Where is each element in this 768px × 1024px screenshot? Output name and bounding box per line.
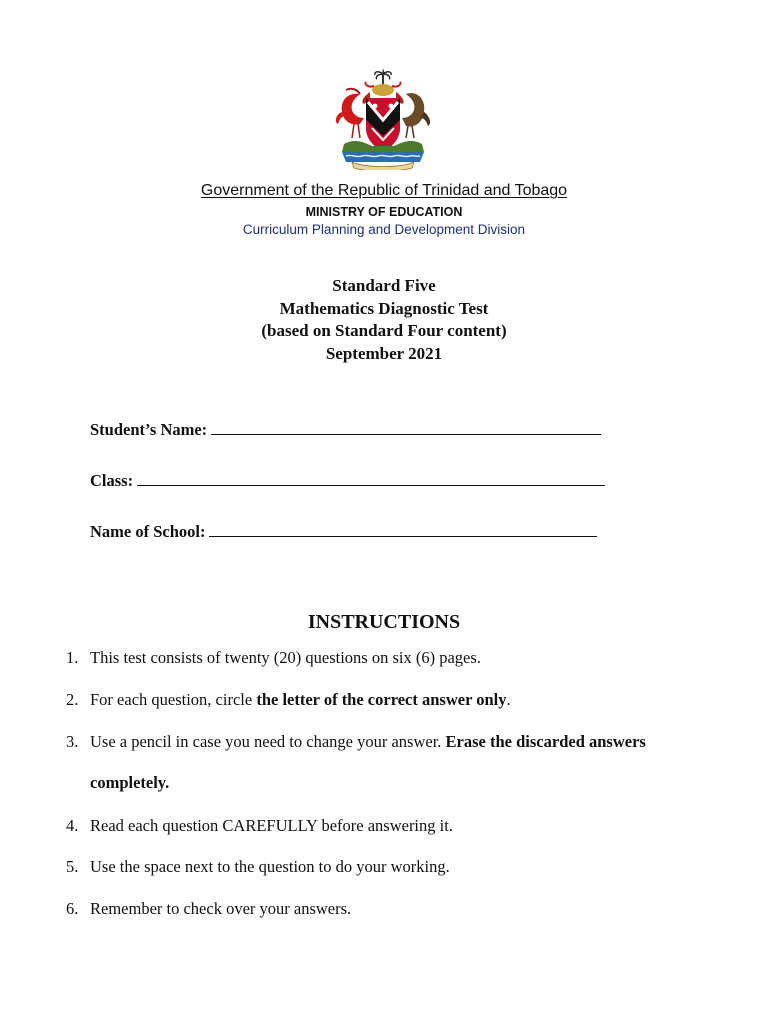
instruction-item <box>66 690 706 710</box>
item-text: Remember to check over your answers. <box>90 899 352 918</box>
class-blank[interactable] <box>137 471 605 486</box>
item-number: 3. <box>66 732 79 751</box>
item-text: Use a pencil in case you need to change your answer. Erase the discarded answers <box>90 732 646 751</box>
instructions-heading: INSTRUCTIONS <box>307 611 461 633</box>
item-text: For each question, circle the letter of the correct answer only. <box>90 690 511 709</box>
item-text: Read each question CAREFULLY before answering it. <box>90 816 453 835</box>
item-text: Use the space next to the question to do your working. <box>90 857 450 876</box>
test-title: Mathematics Diagnostic Test <box>279 299 489 318</box>
instruction-item <box>66 648 706 668</box>
item-text: This test consists of twenty (20) questions on six (6) pages. <box>90 648 481 667</box>
division-name: Curriculum Planning and Development Division <box>242 222 526 237</box>
test-grade: Standard Five <box>332 276 436 295</box>
class-label: Class: <box>90 471 134 490</box>
item-number: 6. <box>66 899 79 918</box>
instruction-item <box>66 857 706 877</box>
instruction-item <box>66 816 706 836</box>
school-label: Name of School: <box>90 522 206 541</box>
instruction-item <box>66 732 706 752</box>
item-text-continuation: completely. <box>90 773 170 792</box>
coat-of-arms-emblem <box>330 66 436 170</box>
test-subtitle: (based on Standard Four content) <box>261 321 507 340</box>
item-number: 1. <box>66 648 79 667</box>
student-name-blank[interactable] <box>211 420 601 435</box>
government-title: Government of the Republic of Trinidad and Tobago <box>200 182 568 199</box>
student-name-label: Student’s Name: <box>90 420 208 439</box>
ministry-name: MINISTRY OF EDUCATION <box>305 205 463 219</box>
item-number: 2. <box>66 690 79 709</box>
student-name-field <box>90 420 630 440</box>
class-field <box>90 471 630 491</box>
school-field <box>90 522 630 542</box>
instruction-item <box>66 899 706 919</box>
item-number: 5. <box>66 857 79 876</box>
item-number: 4. <box>66 816 79 835</box>
school-blank[interactable] <box>209 522 597 537</box>
test-date: September 2021 <box>325 344 443 363</box>
